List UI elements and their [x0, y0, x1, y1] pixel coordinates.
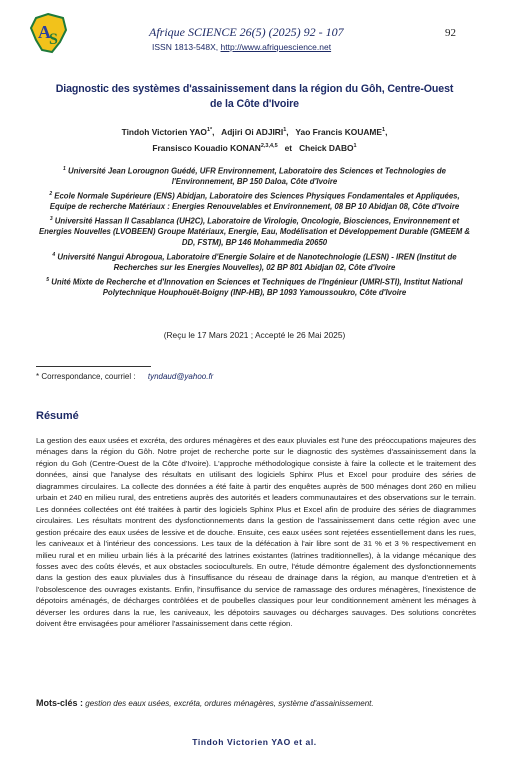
- journal-ref: 26(5) (2025) 92 - 107: [239, 25, 344, 39]
- footnote-divider: [36, 366, 151, 367]
- affiliation-item: $^2$ Ecole Normale Supérieure (ENS) Abidjan, Laboratoire des Sciences Physiques Fondamentales et Appliquées, Equipe de recherche Matériaux : Energies Renouvelables et Environnement, 08 BP 10 Abidjan 08, Côte d'Ivoire: [49, 191, 460, 212]
- abstract-text: La gestion des eaux usées et excréta, des ordures ménagères et des eaux pluviales est l'une des préoccupations majeures des ménages dans la région du Gôh. Notre projet de recherche porte sur le diagnostic des systèmes d'assainissement dans la région du Goh (Centre-Ouest de la Côte d'Ivoire). L'approche méthodologique consiste à faire la collecte et le traitement des données, ainsi que l'analyse des résultats en utilisant des logiciels Sphinx Plus et Excel pour produire des séries de diagrammes circulaires. La collecte des données a été faite à partir des enquêtes auprès de 500 ménages dont 260 en milieu urbain et 240 en milieu rural, des entretiens auprès des autorités et leaders communautaires et des observations sur le terrain. Les données collectées ont été traitées à partir des logiciels Sphinx Plus et Excel afin de produire des séries de diagrammes circulaires. Les résultats montrent des dysfonctionnements dans la gestion de l'assainissement dans cette région avec une gestion précaire des eaux usées de lessive et de douche. Ensuite, ces eaux usées sont rejetées essentiellement dans les rues, les caniveaux et à l'intérieur des concessions. Les taux de la défécation à l'air libre sont de 31 % et 3 % respectivement en milieu rural et en milieu urbain liés à la précarité des latrines existantes (latrines traditionnelles), à la vidange mécanique des fosses avec des coûts élevés, et aux obstacles socioculturels. En outre, l'étude démontre également des dysfonctionnements dans la gestion des eaux pluviales dus à l'insuffisance du réseau de drainage dans la région, au manque d'entretien et à l'obsolescence des ouvrages existants. Enfin, l'insuffisance du service de ramassage des ordures ménagères, l'inexistence de dépotoirs aménagés, de décharges contrôlées et de poubelles classiques pour leur conditionnement amènent les ménages à déverser les ordures dans la rue, les caniveaux, les dépotoirs sauvages ou décharges sauvages. Des solutions concrètes doivent être envisagées pour améliorer l'assainissement dans cette région.: [36, 436, 476, 629]
- correspondence-email-link[interactable]: tyndaud@yahoo.fr: [147, 372, 214, 381]
- correspondence-label: * Correspondance, courriel :: [36, 372, 136, 381]
- author-list: [36, 123, 473, 155]
- keywords-label: Mots-clés :: [36, 698, 84, 708]
- svg-text:A: A: [38, 22, 51, 42]
- author-name: Cheick DABO: [299, 142, 354, 153]
- author-name: Adjiri Oi ADJIRI: [221, 126, 284, 137]
- title-line-1: Diagnostic des systèmes d'assainissement dans la région du Gôh, Centre-Ouest: [55, 83, 454, 95]
- author-name: Tindoh Victorien YAO: [121, 126, 207, 137]
- authors-line-2: Fransisco Kouadio KONAN$^{2,3,4,5}$ et Cheick DABO$^1$: [152, 142, 357, 153]
- affiliation-item: $^5$ Unité Mixte de Recherche et d'Innovation en Sciences et Techniques de l'Ingénieur (UMRI-STI), Institut National Polytechnique Houphouët-Boigny (INP-HB), BP 1093 Yamoussoukro, Côte d'Ivoire: [46, 276, 463, 297]
- svg-text:S: S: [49, 31, 58, 48]
- issn-line: [152, 42, 331, 52]
- affiliation-item: $^1$ Université Jean Lorougnon Guédé, UFR Environnement, Laboratoire des Sciences et Technologies de l'Environnement, BP 150 Daloa, Côte d'Ivoire: [63, 166, 446, 187]
- authors-line-1: Tindoh Victorien $YAO^{1*}$, Adjiri Oi ADJIRI$^1$, Yao Francis KOUAME$^1$,: [121, 126, 388, 137]
- journal-url-link[interactable]: http://www.afriquescience.net: [220, 42, 332, 52]
- running-footer: Tindoh Victorien YAO et al.: [192, 737, 317, 747]
- correspondence: [36, 372, 213, 381]
- paper-title: [36, 82, 473, 112]
- author-name: Fransisco Kouadio KONAN: [152, 142, 261, 153]
- journal-citation: [149, 25, 344, 40]
- author-name: Yao Francis KOUAME: [295, 126, 382, 137]
- journal-name: Afrique SCIENCE: [149, 25, 237, 39]
- affiliation-item: $^3$ Université Hassan II Casablanca (UH2C), Laboratoire de Virologie, Oncologie, Biosciences, Environnement et Energies Nouvelles (LVOBEEN) Groupe Matériaux, Energie, Eau, Modélisation et Développement Durable (GMEEM & DD, FSTM), BP 146 Mohammedia 20650: [38, 216, 471, 247]
- title-line-2: de la Côte d'Ivoire: [210, 98, 299, 110]
- issn: ISSN 1813-548X,: [152, 42, 219, 52]
- resume-heading: Résumé: [36, 410, 79, 422]
- affiliation-item: $^4$ Université Nangui Abrogoua, Laboratoire d'Energie Solaire et de Nanotechnologie (LESN) - IREN (Institut de Recherches sur les Energies Nouvelles), 02 BP 801 Abidjan 02, Côte d'Ivoire: [52, 251, 457, 272]
- page-number: 92: [445, 27, 456, 39]
- affiliations: [36, 164, 473, 300]
- journal-logo: [28, 12, 68, 54]
- keywords: [36, 698, 476, 708]
- received-dates: (Reçu le 17 Mars 2021 ; Accepté le 26 Mai 2025): [163, 330, 346, 340]
- keywords-list: gestion des eaux usées, excréta, ordures ménagères, système d'assainissement.: [85, 699, 374, 708]
